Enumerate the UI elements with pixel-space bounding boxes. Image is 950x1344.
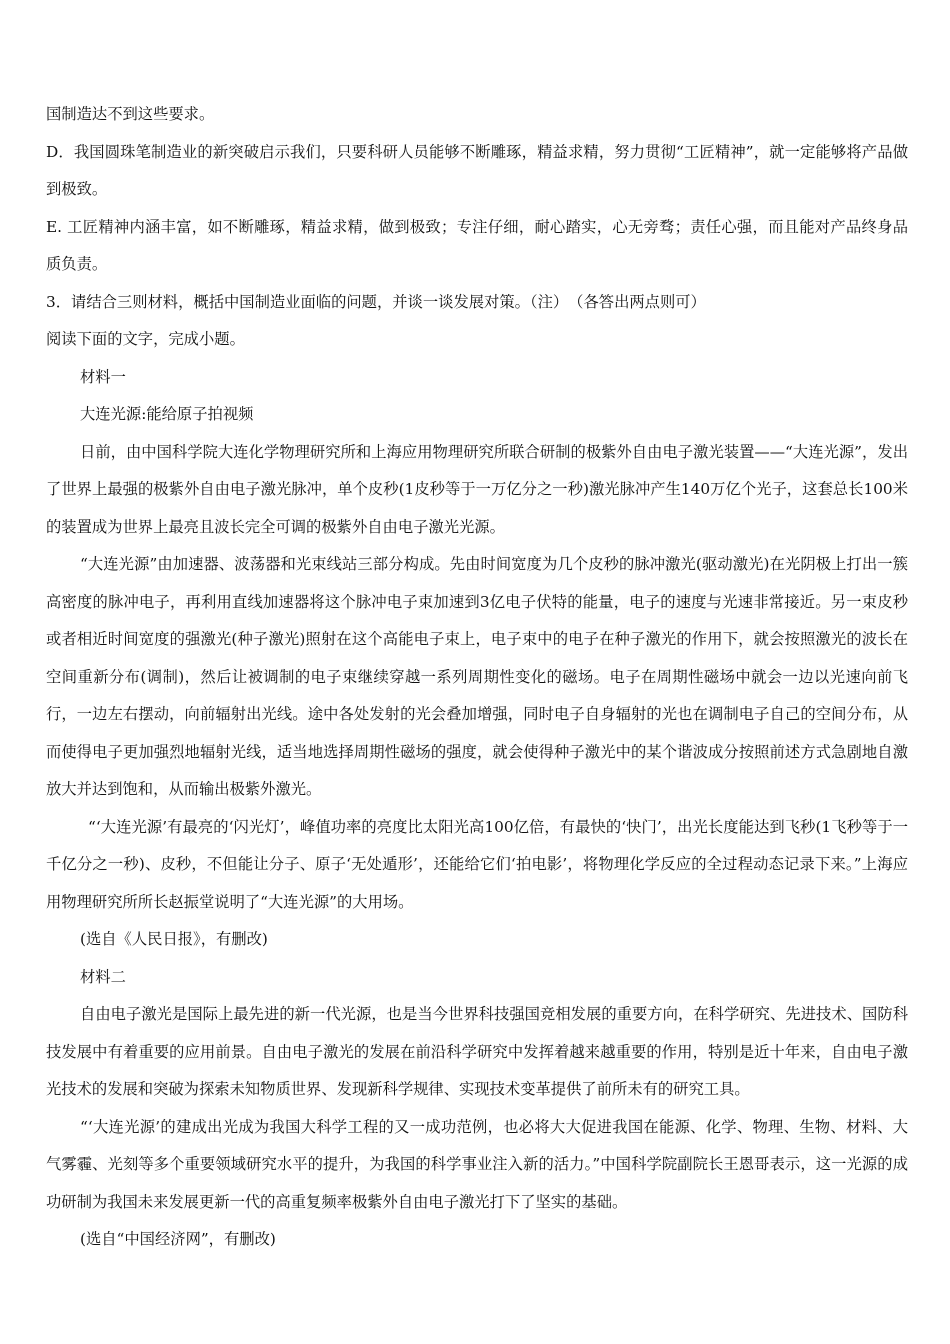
question-3: 3．请结合三则材料，概括中国制造业面临的问题，并谈一谈发展对策。（注） （各答出两点则可） xyxy=(46,292,706,311)
reading-instruction: 阅读下面的文字，完成小题。 xyxy=(46,330,245,348)
material-1-paragraph-1: 日前，由中国科学院大连化学物理研究所和上海应用物理研究所联合研制的极紫外自由电子激光装置——“大连光源”，发出了世界上最强的极紫外自由电子激光脉冲，单个皮秒(1皮秒等于一万亿分之一秒)激光脉冲产生140万亿个光子，这套总长100米的装置成为世界上最亮且波长完全可调的极紫外自由电子激光光源。 xyxy=(46,442,908,536)
option-e: E. 工匠精神内涵丰富，如不断雕琢，精益求精，做到极致；专注仔细，耐心踏实，心无旁骛；责任心强，而且能对产品终身品质负责。 xyxy=(46,217,908,273)
document-body xyxy=(46,96,908,1259)
material-2-paragraph-1: 自由电子激光是国际上最先进的新一代光源，也是当今世界科技强国竞相发展的重要方向，在科学研究、先进技术、国防科技发展中有着重要的应用前景。自由电子激光的发展在前沿科学研究中发挥着越来越重要的作用，特别是近十年来，自由电子激光技术的发展和突破为探索未知物质世界、发现新科学规律、实现技术变革提供了前所未有的研究工具。 xyxy=(46,1005,908,1098)
material-1-heading: 材料一 xyxy=(80,367,126,386)
material-1-source: (选自《人民日报》，有删改) xyxy=(80,930,268,948)
option-c-continuation: 国制造达不到这些要求。 xyxy=(46,105,215,123)
material-2-heading: 材料二 xyxy=(80,967,126,986)
option-d: D．我国圆珠笔制造业的新突破启示我们，只要科研人员能够不断雕琢，精益求精，努力贯彻“工匠精神”，就一定能够将产品做到极致。 xyxy=(46,142,908,198)
material-2-source: (选自“中国经济网”，有删改) xyxy=(80,1230,276,1248)
material-1-paragraph-3: “‘大连光源’有最亮的‘闪光灯’，峰值功率的亮度比太阳光高100亿倍，有最快的‘快门’，出光长度能达到飞秒(1飞秒等于一千亿分之一秒)、皮秒，不但能让分子、原子‘无处遁形’，还能给它们‘拍电影’，将物理化学反应的全过程动态记录下来。”上海应用物理研究所所长赵振堂说明了“大连光源”的大用场。 xyxy=(46,817,908,911)
material-1-title: 大连光源:能给原子拍视频 xyxy=(80,405,254,423)
material-1-paragraph-2: “大连光源”由加速器、波荡器和光束线站三部分构成。先由时间宽度为几个皮秒的脉冲激光(驱动激光)在光阴极上打出一簇高密度的脉冲电子，再利用直线加速器将这个脉冲电子束加速到3亿电子伏特的能量，电子的速度与光速非常接近。另一束皮秒或者相近时间宽度的强激光(种子激光)照射在这个高能电子束上，电子束中的电子在种子激光的作用下，就会按照激光的波长在空间重新分布(调制)，然后让被调制的电子束继续穿越一系列周期性变化的磁场。电子在周期性磁场中就会一边以光速向前飞行，一边左右摆动，向前辐射出光线。途中各处发射的光会叠加增强，同时电子自身辐射的光也在调制电子自己的空间分布，从而使得电子更加强烈地辐射光线，适当地选择周期性磁场的强度，就会使得种子激光中的某个谐波成分按照前述方式急剧地自激放大并达到饱和，从而输出极紫外激光。 xyxy=(46,555,908,798)
material-2-paragraph-2: “‘大连光源’的建成出光成为我国大科学工程的又一成功范例，也必将大大促进我国在能源、化学、物理、生物、材料、大气雾霾、光刻等多个重要领域研究水平的提升，为我国的科学事业注入新的活力。”中国科学院副院长王恩哥表示，这一光源的成功研制为我国未来发展更新一代的高重复频率极紫外自由电子激光打下了坚实的基础。 xyxy=(46,1117,908,1211)
